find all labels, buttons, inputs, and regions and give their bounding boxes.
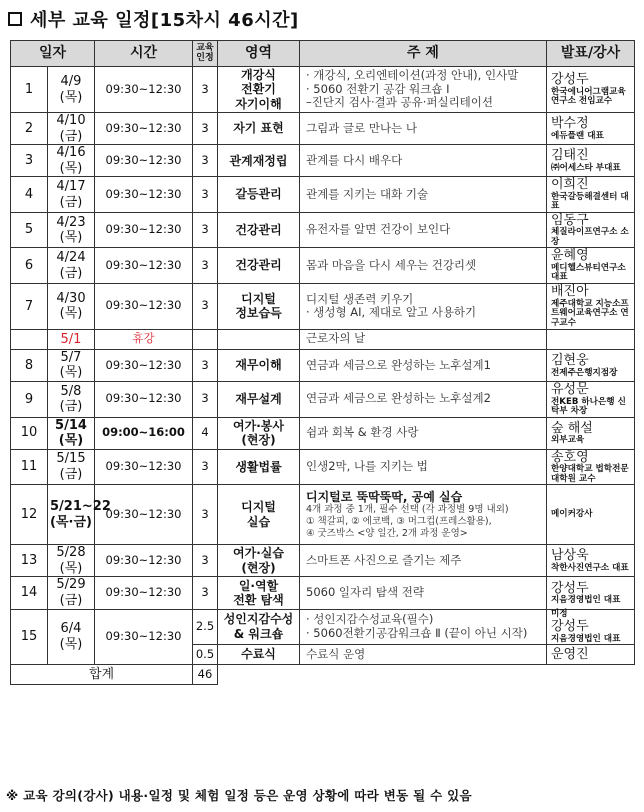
speaker-affiliation: 한양대학교 법학전문대학원 교수 — [551, 464, 629, 484]
row-speaker — [547, 283, 635, 329]
row-area: 여가·실습 (현장) — [218, 545, 300, 577]
checkbox-icon — [8, 12, 22, 26]
row-topic: 연금과 세금으로 완성하는 노후설계2 — [300, 382, 547, 418]
row-area: 디지털 정보습득 — [218, 283, 300, 329]
speaker-affiliation: 한국에니어그램교육연구소 전임교수 — [551, 86, 626, 107]
row-time: 09:30~12:30 — [95, 67, 193, 113]
row-hours: 3 — [193, 212, 218, 248]
row-area: 생활법률 — [218, 449, 300, 485]
row-number: 6 — [11, 248, 48, 284]
table-row — [11, 382, 635, 418]
speaker-affiliation: 제주대학교 지능소프트웨어교육연구소 연구교수 — [551, 298, 629, 328]
row-number: 11 — [11, 449, 48, 485]
speaker-affiliation-top: 미정 — [551, 608, 568, 619]
row-time: 09:30~12:30 — [95, 382, 193, 418]
row-topic: 관계를 다시 배우다 — [300, 145, 547, 177]
speaker-name: 윤혜영 — [551, 248, 589, 264]
row-topic: 관계를 지키는 대화 기술 — [300, 177, 547, 213]
row-topic-detail: 4개 과정 중 1개, 필수 선택 (각 과정별 9명 내외) ① 책갈피, ② 에코백, ③ 머그컵(프레스활용), ④ 굿즈박스 <양 일간, 2개 과정 운영> — [306, 504, 509, 539]
row-time: 09:30~12:30 — [95, 248, 193, 284]
row-topic: 몸과 마음을 다시 세우는 건강리셋 — [300, 248, 547, 284]
table-row — [11, 545, 635, 577]
row-number: 14 — [11, 577, 48, 609]
speaker-name: 박수정 — [551, 116, 589, 132]
row-area: 성인지감수성 & 워크숍 — [218, 609, 300, 645]
row-hours: 3 — [193, 545, 218, 577]
row-hours: 3 — [193, 382, 218, 418]
row-date: 5/1 — [48, 329, 95, 349]
speaker-name: 송호영 — [551, 449, 589, 465]
speaker-affiliation: 지음경영법인 대표 — [551, 595, 621, 606]
speaker-affiliation: 외부교육 — [551, 435, 585, 446]
row-speaker — [547, 545, 635, 577]
row-area: 수료식 — [218, 645, 300, 665]
header-date: 일자 — [11, 41, 95, 67]
row-date: 6/4 (목) — [48, 609, 95, 665]
row-date: 5/8 (금) — [48, 382, 95, 418]
footnote: ※ 교육 강의(강사) 내용·일정 및 체험 일정 등은 운영 상황에 따라 변동 될 수 있음 — [6, 788, 472, 803]
row-area: 여가·봉사 (현장) — [218, 417, 300, 449]
row-date: 5/15 (금) — [48, 449, 95, 485]
page-title — [8, 6, 299, 32]
row-topic: · 개강식, 오리엔테이션(과정 안내), 인사말 · 5060 전환기 공감 워크숍 Ⅰ –진단지 검사·결과 공유·퍼실리테이션 — [300, 67, 547, 113]
speaker-affiliation: 한국갈등해결센터 대표 — [551, 191, 629, 212]
row-hours: 2.5 — [193, 609, 218, 645]
row-speaker — [547, 212, 635, 248]
row-time: 09:00~16:00 — [95, 417, 193, 449]
row-speaker — [547, 485, 635, 545]
row-speaker — [547, 449, 635, 485]
row-date: 4/16 (목) — [48, 145, 95, 177]
row-hours: 3 — [193, 485, 218, 545]
table-row — [11, 577, 635, 609]
row-area: 관계재정립 — [218, 145, 300, 177]
row-topic: 쉼과 회복 & 환경 사랑 — [300, 417, 547, 449]
row-number: 9 — [11, 382, 48, 418]
row-time: 09:30~12:30 — [95, 113, 193, 145]
speaker-affiliation: 에듀플랜 대표 — [551, 130, 604, 141]
table-row — [11, 145, 635, 177]
total-empty — [218, 665, 635, 685]
row-area: 건강관리 — [218, 212, 300, 248]
row-number: 8 — [11, 349, 48, 381]
row-time: 09:30~12:30 — [95, 485, 193, 545]
header-hours: 교육인정 — [193, 41, 218, 67]
row-hours: 0.5 — [193, 645, 218, 665]
row-area: 건강관리 — [218, 248, 300, 284]
row-time: 09:30~12:30 — [95, 449, 193, 485]
row-area: 재무이해 — [218, 349, 300, 381]
row-date: 5/14 (목) — [48, 417, 95, 449]
table-row — [11, 283, 635, 329]
row-number: 7 — [11, 283, 48, 329]
speaker-affiliation: 지음경영법인 대표 — [551, 633, 621, 644]
row-topic: 유전자를 알면 건강이 보인다 — [300, 212, 547, 248]
row-number: 2 — [11, 113, 48, 145]
row-speaker — [547, 329, 635, 349]
row-hours — [193, 329, 218, 349]
speaker-name: 유성문 — [551, 382, 589, 398]
speaker-name: 김태진 — [551, 148, 589, 164]
speaker-affiliation: 전제주은행지점장 — [551, 367, 618, 378]
row-hours: 4 — [193, 417, 218, 449]
row-topic: 디지털 생존력 키우기 · 생성형 AI, 제대로 알고 사용하기 — [300, 283, 547, 329]
speaker-affiliation: 체질라이프연구소 소장 — [551, 227, 629, 247]
row-topic: 근로자의 날 — [300, 329, 547, 349]
row-area: 갈등관리 — [218, 177, 300, 213]
row-time: 09:30~12:30 — [95, 545, 193, 577]
speaker-affiliation: 메디헬스뷰티연구소 대표 — [551, 262, 626, 283]
speaker-name: 김현웅 — [551, 352, 589, 368]
row-topic: 연금과 세금으로 완성하는 노후설계1 — [300, 349, 547, 381]
table-row — [11, 113, 635, 145]
header-row — [11, 41, 635, 67]
row-number — [11, 329, 48, 349]
row-date: 5/21~22 (목·금) — [48, 485, 95, 545]
speaker-name: 임동구 — [551, 212, 589, 228]
speaker-name: 강성두 — [551, 72, 589, 88]
row-time: 09:30~12:30 — [95, 145, 193, 177]
row-date: 4/10 (금) — [48, 113, 95, 145]
row-time: 09:30~12:30 — [95, 349, 193, 381]
speaker-affiliation: 착한사진연구소 대표 — [551, 562, 629, 573]
row-hours: 3 — [193, 113, 218, 145]
header-topic: 주 제 — [300, 41, 547, 67]
row-topic: 인생2막, 나를 지키는 법 — [300, 449, 547, 485]
row-hours: 3 — [193, 577, 218, 609]
title-text: 세부 교육 일정[15차시 46시간] — [30, 10, 299, 31]
row-topic-title: 디지털로 뚝딱뚝딱, 공예 실습 — [306, 489, 463, 504]
speaker-affiliation: 전KEB 하나은행 신탁부 차장 — [551, 396, 626, 417]
row-date: 5/28 (목) — [48, 545, 95, 577]
row-number: 10 — [11, 417, 48, 449]
header-area: 영역 — [218, 41, 300, 67]
row-speaker — [547, 645, 635, 665]
speaker-name: 이희진 — [551, 177, 589, 193]
total-row — [11, 665, 635, 685]
row-date: 4/23 (목) — [48, 212, 95, 248]
speaker-name: 운영진 — [551, 646, 589, 662]
row-number: 3 — [11, 145, 48, 177]
speaker-name: 배진아 — [551, 284, 589, 300]
row-number: 1 — [11, 67, 48, 113]
header-speaker: 발표/강사 — [547, 41, 635, 67]
table-row — [11, 177, 635, 213]
row-area: 개강식 전환기 자기이해 — [218, 67, 300, 113]
row-date: 4/30 (목) — [48, 283, 95, 329]
row-speaker — [547, 382, 635, 418]
row-number: 12 — [11, 485, 48, 545]
row-time: 09:30~12:30 — [95, 577, 193, 609]
table-row — [11, 248, 635, 284]
table-row — [11, 67, 635, 113]
header-time: 시간 — [95, 41, 193, 67]
row-hours: 3 — [193, 177, 218, 213]
row-area: 일·역할 전환 탐색 — [218, 577, 300, 609]
row-time: 09:30~12:30 — [95, 283, 193, 329]
table-row — [11, 485, 635, 545]
row-speaker — [547, 349, 635, 381]
table-row — [11, 212, 635, 248]
row-area: 디지털 실습 — [218, 485, 300, 545]
row-area — [218, 329, 300, 349]
row-date: 5/7 (목) — [48, 349, 95, 381]
row-number: 5 — [11, 212, 48, 248]
speaker-name: 남상욱 — [551, 548, 589, 564]
row-speaker — [547, 67, 635, 113]
row-speaker — [547, 113, 635, 145]
speaker-affiliation: 메이커강사 — [551, 509, 593, 520]
row-topic: 스마트폰 사진으로 즐기는 제주 — [300, 545, 547, 577]
row-speaker — [547, 577, 635, 609]
row-speaker — [547, 609, 635, 645]
row-hours: 3 — [193, 248, 218, 284]
row-date: 4/24 (금) — [48, 248, 95, 284]
table-row — [11, 417, 635, 449]
row-date: 5/29 (금) — [48, 577, 95, 609]
row-time: 휴강 — [95, 329, 193, 349]
row-time: 09:30~12:30 — [95, 609, 193, 665]
row-hours: 3 — [193, 349, 218, 381]
row-speaker — [547, 177, 635, 213]
row-speaker — [547, 417, 635, 449]
row-number: 4 — [11, 177, 48, 213]
row-area: 자기 표현 — [218, 113, 300, 145]
speaker-name: 강성두 — [551, 580, 589, 596]
table-row — [11, 449, 635, 485]
row-date: 4/9 (목) — [48, 67, 95, 113]
schedule-body — [11, 67, 635, 685]
speaker-affiliation: ㈜어세스타 부대표 — [551, 162, 621, 173]
row-speaker — [547, 145, 635, 177]
row-number: 15 — [11, 609, 48, 665]
row-time: 09:30~12:30 — [95, 177, 193, 213]
speaker-name: 강성두 — [551, 619, 589, 635]
row-number: 13 — [11, 545, 48, 577]
speaker-name: 숲 해설 — [551, 420, 593, 436]
row-hours: 3 — [193, 283, 218, 329]
row-topic: 그림과 글로 만나는 나 — [300, 113, 547, 145]
total-hours: 46 — [193, 665, 218, 685]
total-label: 합계 — [11, 665, 193, 685]
holiday-row — [11, 329, 635, 349]
row-topic: · 성인지감수성교육(필수) · 5060전환기공감워크숍 Ⅱ (끝이 아닌 시작) — [300, 609, 547, 645]
table-row — [11, 349, 635, 381]
row-topic — [300, 485, 547, 545]
row-date: 4/17 (금) — [48, 177, 95, 213]
schedule-table — [10, 40, 635, 685]
row-topic: 수료식 운영 — [300, 645, 547, 665]
row-hours: 3 — [193, 449, 218, 485]
row-hours: 3 — [193, 145, 218, 177]
table-row — [11, 609, 635, 645]
row-hours: 3 — [193, 67, 218, 113]
row-time: 09:30~12:30 — [95, 212, 193, 248]
row-area: 재무설계 — [218, 382, 300, 418]
row-topic: 5060 일자리 탐색 전략 — [300, 577, 547, 609]
row-speaker — [547, 248, 635, 284]
